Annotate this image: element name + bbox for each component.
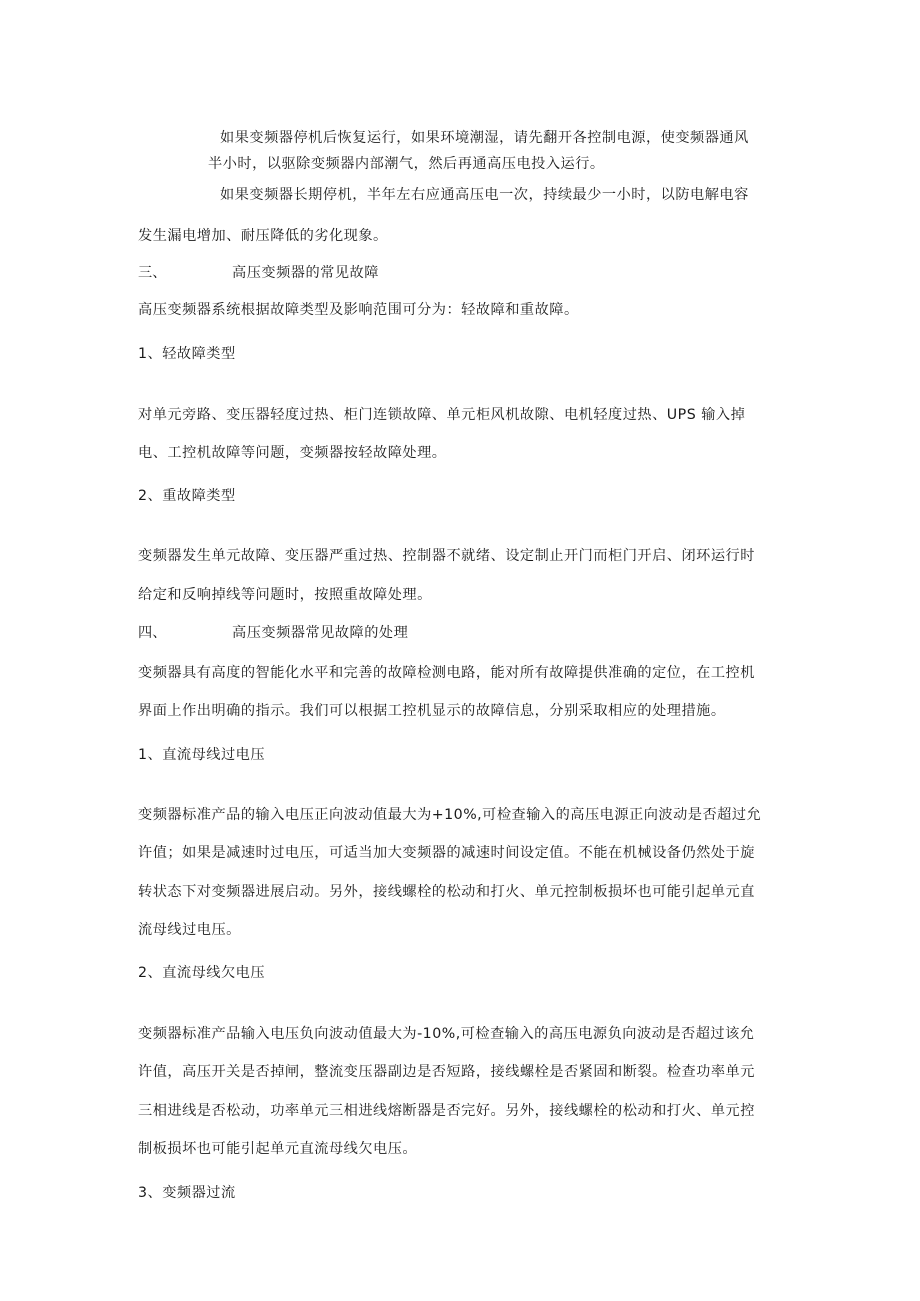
paragraph-heavy-fault-line-2: 给定和反响掉线等问题时，按照重故障处理。 xyxy=(138,587,432,603)
paragraph-restart-line-2: 半小时，以驱除变频器内部潮气，然后再通高压电投入运行。 xyxy=(208,156,605,172)
paragraph-light-fault-line-2: 电、工控机故障等问题，变频器按轻故障处理。 xyxy=(138,445,447,461)
paragraph-fault-handling-line-2: 界面上作出明确的指示。我们可以根据工控机显示的故障信息，分别采取相应的处理措施。 xyxy=(138,703,726,719)
section-3-title: 高压变频器的常见故障 xyxy=(232,265,379,281)
paragraph-restart-line-1: 如果变频器停机后恢复运行，如果环境潮湿，请先翻开各控制电源，使变频器通风 xyxy=(220,130,749,146)
paragraph-undervoltage-line-1: 变频器标准产品输入电压负向波动值最大为-10%,可检查输入的高压电源负向波动是否超过该允 xyxy=(138,1026,755,1042)
paragraph-overvoltage-line-4: 流母线过电压。 xyxy=(138,922,241,938)
heading-dc-bus-overvoltage: 1、直流母线过电压 xyxy=(138,747,266,763)
heading-dc-bus-undervoltage: 2、直流母线欠电压 xyxy=(138,965,266,981)
paragraph-heavy-fault-line-1: 变频器发生单元故障、变压器严重过热、控制器不就绪、设定制止开门而柜门开启、闭环运行时 xyxy=(138,548,755,564)
heading-heavy-fault-type: 2、重故障类型 xyxy=(138,488,236,504)
paragraph-overvoltage-line-3: 转状态下对变频器进展启动。另外，接线螺栓的松动和打火、单元控制板损坏也可能引起单元直 xyxy=(138,884,755,900)
paragraph-overvoltage-line-1: 变频器标准产品的输入电压正向波动值最大为+10%,可检查输入的高压电源正向波动是否超过允 xyxy=(138,807,762,823)
paragraph-undervoltage-line-2: 许值，高压开关是否掉闸，整流变压器副边是否短路，接线螺栓是否紧固和断裂。检查功率单元 xyxy=(138,1064,755,1080)
paragraph-undervoltage-line-4: 制板损坏也可能引起单元直流母线欠电压。 xyxy=(138,1141,418,1157)
paragraph-fault-classification: 高压变频器系统根据故障类型及影响范围可分为：轻故障和重故障。 xyxy=(138,302,579,318)
heading-inverter-overcurrent: 3、变频器过流 xyxy=(138,1185,236,1201)
paragraph-long-stop-line-1: 如果变频器长期停机，半年左右应通高压电一次，持续最少一小时，以防电解电容 xyxy=(220,187,749,203)
paragraph-fault-handling-line-1: 变频器具有高度的智能化水平和完善的故障检测电路，能对所有故障提供准确的定位，在工控机 xyxy=(138,665,755,681)
paragraph-long-stop-line-2: 发生漏电增加、耐压降低的劣化现象。 xyxy=(138,228,388,244)
section-3-number: 三、 xyxy=(138,265,167,281)
section-4-title: 高压变频器常见故障的处理 xyxy=(232,625,409,641)
paragraph-undervoltage-line-3: 三相进线是否松动，功率单元三相进线熔断器是否完好。另外，接线螺栓的松动和打火、单元控 xyxy=(138,1103,755,1119)
section-4-number: 四、 xyxy=(138,625,167,641)
paragraph-overvoltage-line-2: 许值；如果是减速时过电压，可适当加大变频器的减速时间设定值。不能在机械设备仍然处于旋 xyxy=(138,845,755,861)
paragraph-light-fault-line-1: 对单元旁路、变压器轻度过热、柜门连锁故障、单元柜风机故隙、电机轻度过热、UPS 输入掉 xyxy=(138,407,746,423)
heading-light-fault-type: 1、轻故障类型 xyxy=(138,346,236,362)
